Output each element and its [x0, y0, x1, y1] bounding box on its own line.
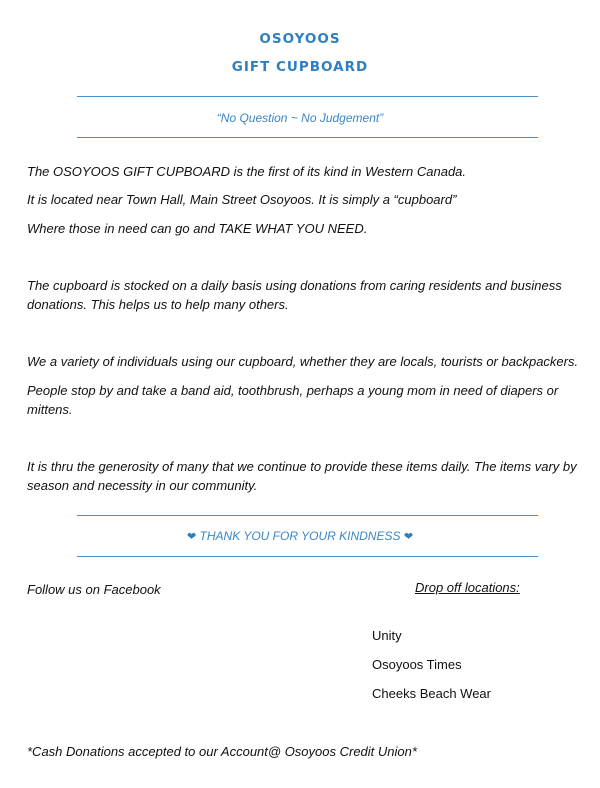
variety-paragraph: We a variety of individuals using our cupboard, whether they are locals, tourists or backpackers.	[27, 354, 579, 369]
location-cheeks-beach-wear: Cheeks Beach Wear	[372, 686, 491, 701]
intro-line-3: Where those in need can go and TAKE WHAT YOU NEED.	[27, 221, 368, 236]
divider-top-2	[77, 137, 538, 138]
intro-line-2: It is located near Town Hall, Main Street Osoyoos. It is simply a “cupboard”	[27, 192, 457, 207]
thank-you-text: THANK YOU FOR YOUR KINDNESS	[199, 529, 401, 543]
location-unity: Unity	[372, 628, 402, 643]
title-line-1: OSOYOOS	[259, 31, 341, 47]
heart-icon: ❤	[403, 531, 414, 543]
thank-you-banner	[0, 529, 600, 543]
intro-line-1: The OSOYOOS GIFT CUPBOARD is the first of its kind in Western Canada.	[27, 164, 467, 179]
people-paragraph: People stop by and take a band aid, toothbrush, perhaps a young mom in need of diapers or mittens.	[27, 383, 559, 417]
generosity-paragraph: It is thru the generosity of many that we continue to provide these items daily. The items vary by season and necessity in our community.	[27, 459, 577, 493]
cash-donations-note: *Cash Donations accepted to our Account@ Osoyoos Credit Union*	[27, 744, 417, 759]
facebook-text: Follow us on Facebook	[27, 582, 161, 597]
divider-mid-2	[77, 556, 538, 557]
location-osoyoos-times: Osoyoos Times	[372, 657, 462, 672]
title-line-2: GIFT CUPBOARD	[231, 59, 369, 75]
drop-off-title: Drop off locations:	[415, 580, 520, 595]
heart-icon: ❤	[186, 531, 197, 543]
stock-paragraph: The cupboard is stocked on a daily basis using donations from caring residents and business donations. This helps us to help many others.	[27, 278, 562, 312]
tagline: “No Question ~ No Judgement”	[216, 111, 384, 125]
divider-mid-1	[77, 515, 538, 516]
divider-top-1	[77, 96, 538, 97]
